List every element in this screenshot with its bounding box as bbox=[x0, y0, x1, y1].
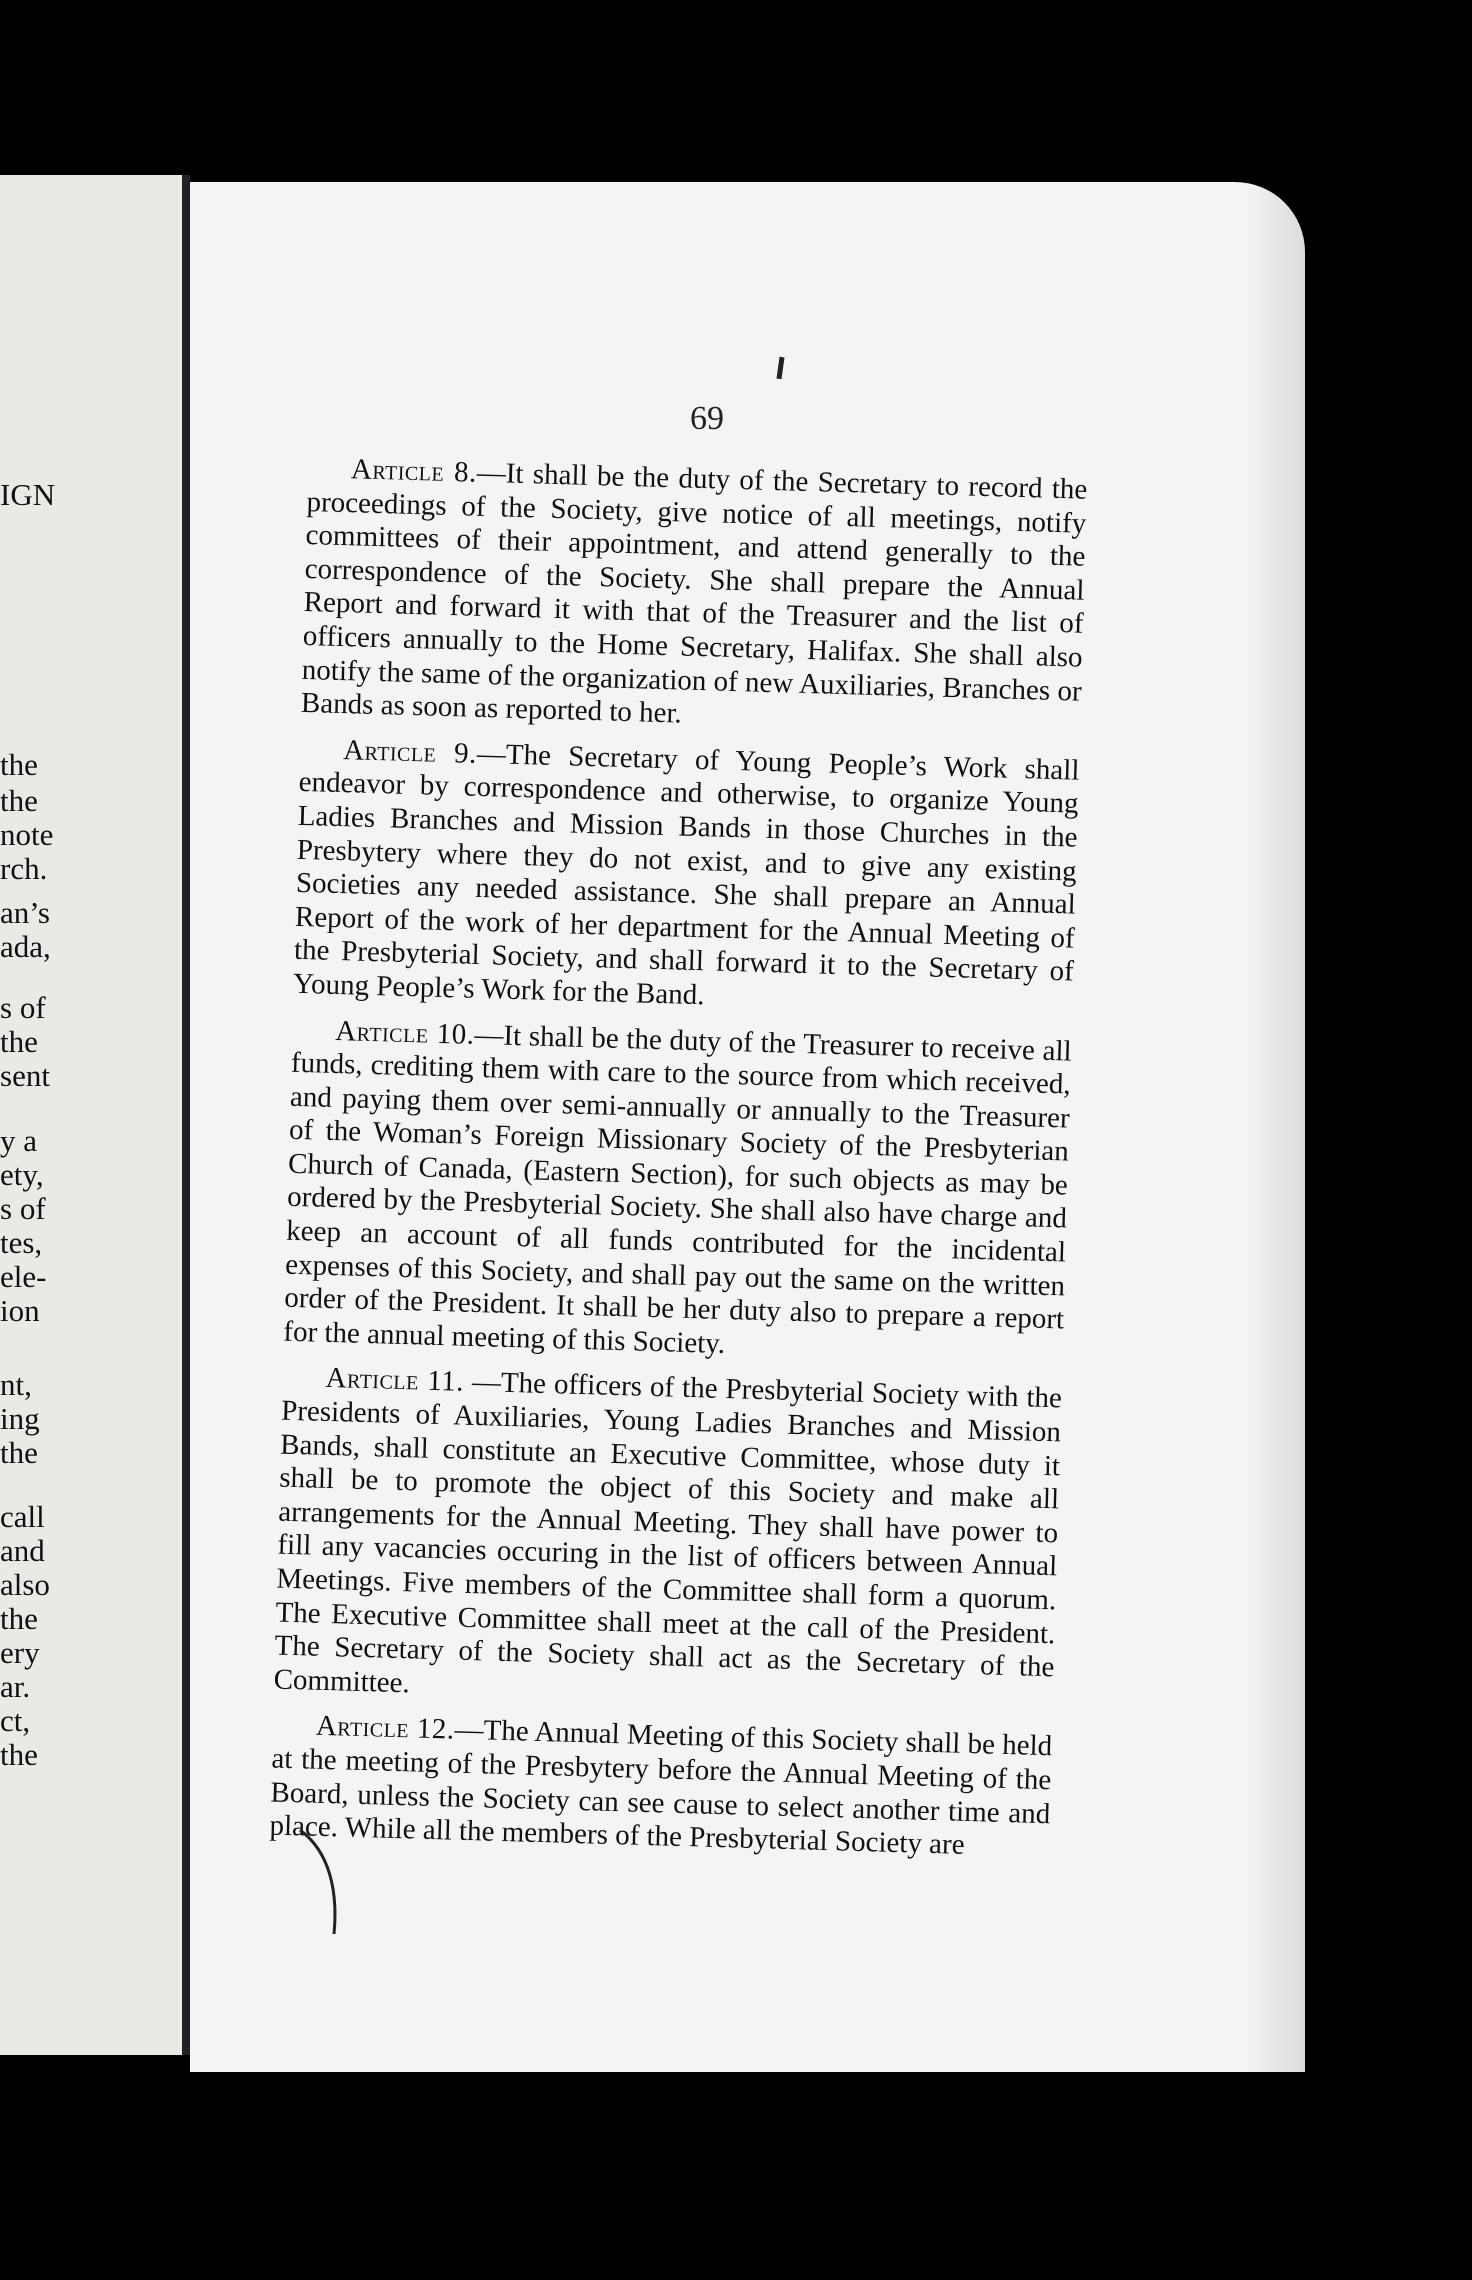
facing-text: ar. bbox=[0, 1669, 31, 1704]
facing-text: tes, bbox=[0, 1225, 43, 1260]
facing-text: ing bbox=[0, 1401, 40, 1436]
facing-text: and bbox=[0, 1533, 45, 1568]
article-text: —It shall be the duty of the Treasurer to receive all funds, crediting them with care to the source from which received, and paying them over semi-annually or annually to the Treasurer of the Woman’s Foreign Missionary Society of the Presbyterian Church of Canada, (Eastern Section), for such objects as may be ordered by the Presbyterial Society. She shall also have charge and keep an account of all funds contributed for the incidental expenses of this Society, and shall pay out the same on the written order of the President. It shall be her duty also to prepare a report for the annual meeting of this Society. bbox=[282, 1018, 1073, 1360]
facing-text: s of bbox=[0, 1191, 46, 1226]
facing-text: an’s bbox=[0, 895, 50, 930]
facing-text: the bbox=[0, 747, 38, 782]
facing-text: ele- bbox=[0, 1259, 47, 1294]
facing-text: the bbox=[0, 1024, 38, 1059]
book-gutter bbox=[182, 175, 190, 2055]
facing-text: rch. bbox=[0, 851, 48, 886]
article-10 bbox=[283, 1013, 1072, 1371]
facing-text: s of bbox=[0, 990, 46, 1025]
article-label: Article 9. bbox=[342, 733, 478, 770]
article-12 bbox=[269, 1709, 1052, 1865]
article-8 bbox=[300, 452, 1087, 742]
facing-text: the bbox=[0, 1601, 38, 1636]
facing-text: note bbox=[0, 817, 54, 852]
article-text: —It shall be the duty of the Secretary to record the proceedings of the Society, give notice of all meetings, notify committees of their appointment, and attend generally to the correspondence of the Society. She shall prepare the Annual Report and forward it with that of the Treasurer and the list of officers annually to the Home Secretary, Halifax. She shall also notify the same of the organization of new Auxiliaries, Branches or Bands as soon as reported to her. bbox=[300, 456, 1088, 730]
facing-text: also bbox=[0, 1567, 50, 1602]
article-text: —The officers of the Presbyterial Society with the Presidents of Auxiliaries, Young Ladies Branches and Mission Bands, shall constitute an Executive Committee, whose duty it shall be to promote the object of this Society and make all arrangements for the Annual Meeting. They shall have power to fill any vacancies occuring in the list of officers between Annual Meetings. Five members of the Committee shall form a quorum. The Executive Committee shall meet at the call of the President. The Secretary of the Society shall act as the Secretary of the Committee. bbox=[273, 1366, 1063, 1700]
article-label: Article 12. bbox=[315, 1710, 456, 1746]
facing-text: nt, bbox=[0, 1367, 32, 1402]
facing-text: ct, bbox=[0, 1703, 31, 1738]
page-edge-shadow bbox=[1245, 182, 1305, 2072]
article-label: Article 11. bbox=[325, 1362, 465, 1399]
facing-page-fragment bbox=[0, 175, 182, 2055]
facing-text: ada, bbox=[0, 929, 51, 964]
facing-text: ery bbox=[0, 1635, 40, 1670]
article-text: —The Annual Meeting of this Society shall be held at the meeting of the Presbytery before the Annual Meeting of the Board, unless the Society can see cause to select another time and place. While all the members of the Presbyterial Society are bbox=[269, 1713, 1053, 1862]
facing-text: call bbox=[0, 1499, 45, 1534]
article-label: Article 10. bbox=[334, 1014, 475, 1051]
facing-text: the bbox=[0, 783, 38, 818]
book-page bbox=[190, 182, 1305, 2072]
pencil-mark-icon bbox=[290, 1822, 370, 1942]
ink-speck bbox=[776, 357, 784, 379]
facing-text: y a bbox=[0, 1123, 38, 1158]
page-body bbox=[269, 452, 1088, 1877]
facing-text: the bbox=[0, 1435, 38, 1470]
facing-text: ion bbox=[0, 1293, 40, 1328]
facing-text: the bbox=[0, 1737, 38, 1772]
facing-text: IGN bbox=[0, 477, 56, 512]
page-number: 69 bbox=[690, 400, 724, 437]
facing-text: sent bbox=[0, 1058, 50, 1093]
article-text: —The Secretary of Young People’s Work shall endeavor by correspondence and otherwise, to organize Young Ladies Branches and Mission Bands in those Churches in the Presbytery where they do not exist, and to give any existing Societies any needed assistance. She shall prepare an Annual Report of the work of her department for the Annual Meeting of the Presbyterial Society, and shall forward it to the Secretary of Young People’s Work for the Band. bbox=[292, 737, 1080, 1012]
article-label: Article 8. bbox=[350, 453, 478, 489]
article-11 bbox=[273, 1361, 1062, 1719]
article-9 bbox=[293, 733, 1080, 1023]
facing-text: ety, bbox=[0, 1157, 44, 1192]
